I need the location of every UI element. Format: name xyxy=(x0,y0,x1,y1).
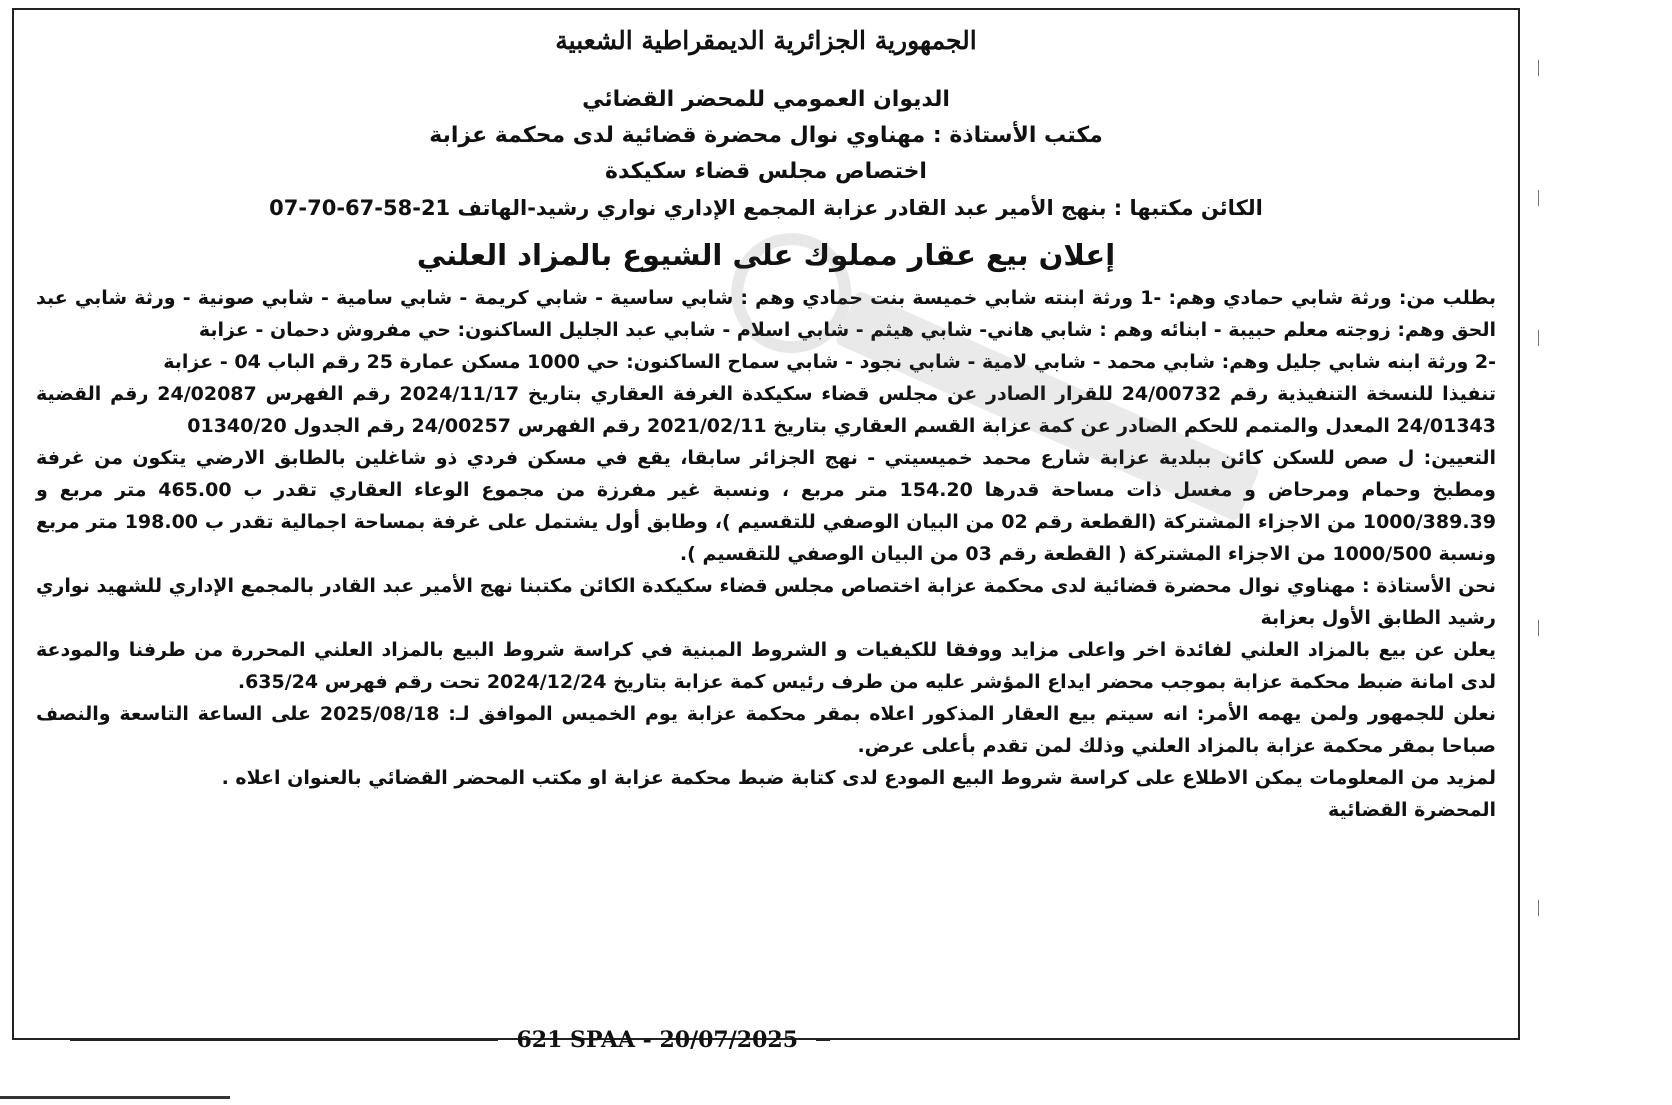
reference-rule-left xyxy=(70,1039,498,1041)
republic-heading: الجمهورية الجزائرية الديمقراطية الشعبية xyxy=(555,26,977,55)
sale-announcement-paragraph: يعلن عن بيع بالمزاد العلني لفائدة اخر واعلى مزايد ووفقا للكيفيات و الشروط المبنية في كراسة شروط البيع بالمزاد العلني المحررة من طرفنا والمودعة لدى امانة ضبط محكمة عزابة بموجب محضر ايداع المؤشر عليه من طرف رئيس كمة عزابة بتاريخ 2024/12/24 تحت رقم فهرس 635/24. xyxy=(36,639,1496,693)
reference-rule-right xyxy=(816,1039,830,1041)
more-info-paragraph: لمزيد من المعلومات يمكن الاطلاع على كراسة شروط البيع المودع لدى كتابة ضبط محكمة عزابة او مكتب المحضر القضائي بالعنوان اعلاه . xyxy=(221,767,1496,789)
notice-title: إعلان بيع عقار مملوك على الشيوع بالمزاد العلني xyxy=(416,238,1116,272)
margin-tick xyxy=(1538,60,1539,76)
second-heirs-paragraph: -2 ورثة ابنه شابي جليل وهم: شابي محمد - شابي لامية - شابي نجود - شابي سماح الساكنون: حي 1000 مسكن عمارة 25 رقم الباب 04 - عزابة xyxy=(163,351,1496,373)
publication-reference xyxy=(70,1008,830,1072)
execution-paragraph: تنفيذا للنسخة التنفيذية رقم 24/00732 للقرار الصادر عن مجلس قضاء سكيكدة الغرفة العقاري بتاريخ 2024/11/17 رقم الفهرس 24/02087 رقم القضية 24/01343 المعدل والمتمم للحكم الصادر عن كمة عزابة القسم العقاري بتاريخ 2021/02/11 رقم الفهرس 24/00257 رقم الجدول 01340/20 xyxy=(36,383,1496,437)
applicants-paragraph: بطلب من: ورثة شابي حمادي وهم: -1 ورثة ابنته شابي خميسة بنت حمادي وهم : شابي ساسية - شابي كريمة - شابي سامية - شابي صونية - ورثة شابي عبد الحق وهم: زوجته معلم حبيبة - ابنائه وهم : شابي هاني- شابي هيثم - شابي اسلام - شابي عبد الجليل الساكنون: حي مفروش دحمان - عزابة xyxy=(36,287,1496,341)
margin-ticks xyxy=(1538,0,1550,1105)
bailiff-heading: مكتب الأستاذة : مهناوي نوال محضرة قضائية لدى محكمة عزابة xyxy=(429,123,1103,148)
margin-tick xyxy=(1538,330,1539,346)
property-description-paragraph: التعيين: ل صص للسكن كائن ببلدية عزابة شارع محمد خميسيتي - نهج الجزائر سابقا، يقع في مسكن فردي ذو شاغلين بالطابق الارضي يتكون من غرفة ومطبخ وحمام ومرحاض و مغسل ذات مساحة قدرها 154.20 متر مربع ، ونسبة غير مفرزة من مجموع الوعاء العقاري تقدر ب 465.00 متر مربع و 1000/389.39 من الاجزاء المشتركة (القطعة رقم 02 من البيان الوصفي للتقسيم )، وطابق أول يشتمل على غرفة بمساحة اجمالية تقدر ب 198.00 متر مربع ونسبة 1000/500 من الاجزاء المشتركة ( القطعة رقم 03 من البيان الوصفي للتقسيم ). xyxy=(36,447,1496,565)
office-address: الكائن مكتبها : بنهج الأمير عبد القادر عزابة المجمع الإداري نواري رشيد-الهاتف 21-58-67-70-07 xyxy=(269,196,1263,220)
margin-tick xyxy=(1538,620,1539,636)
reference-code: 621 SPAA - 20/07/2025 xyxy=(516,1027,798,1053)
jurisdiction-heading: اختصاص مجلس قضاء سكيكدة xyxy=(605,159,927,184)
bailiff-paragraph: نحن الأستاذة : مهناوي نوال محضرة قضائية لدى محكمة عزابة اختصاص مجلس قضاء سكيكدة الكائن مكتبنا نهج الأمير عبد القادر بالمجمع الإداري للشهيد نواري رشيد الطابق الأول بعزابة xyxy=(36,575,1496,629)
signature: المحضرة القضائية xyxy=(1327,799,1496,821)
legal-notice xyxy=(12,8,1520,1040)
margin-tick xyxy=(1538,190,1539,206)
office-heading: الديوان العمومي للمحضر القضائي xyxy=(582,87,950,112)
public-notice-paragraph: نعلن للجمهور ولمن يهمه الأمر: انه سيتم بيع العقار المذكور اعلاه بمقر محكمة عزابة يوم الخميس الموافق لـ: 2025/08/18 على الساعة التاسعة والنصف صباحا بمقر محكمة عزابة بالمزاد العلني وذلك لمن تقدم بأعلى عرض. xyxy=(36,703,1496,757)
margin-tick xyxy=(1538,900,1539,916)
page-corner-rule xyxy=(0,1096,230,1099)
